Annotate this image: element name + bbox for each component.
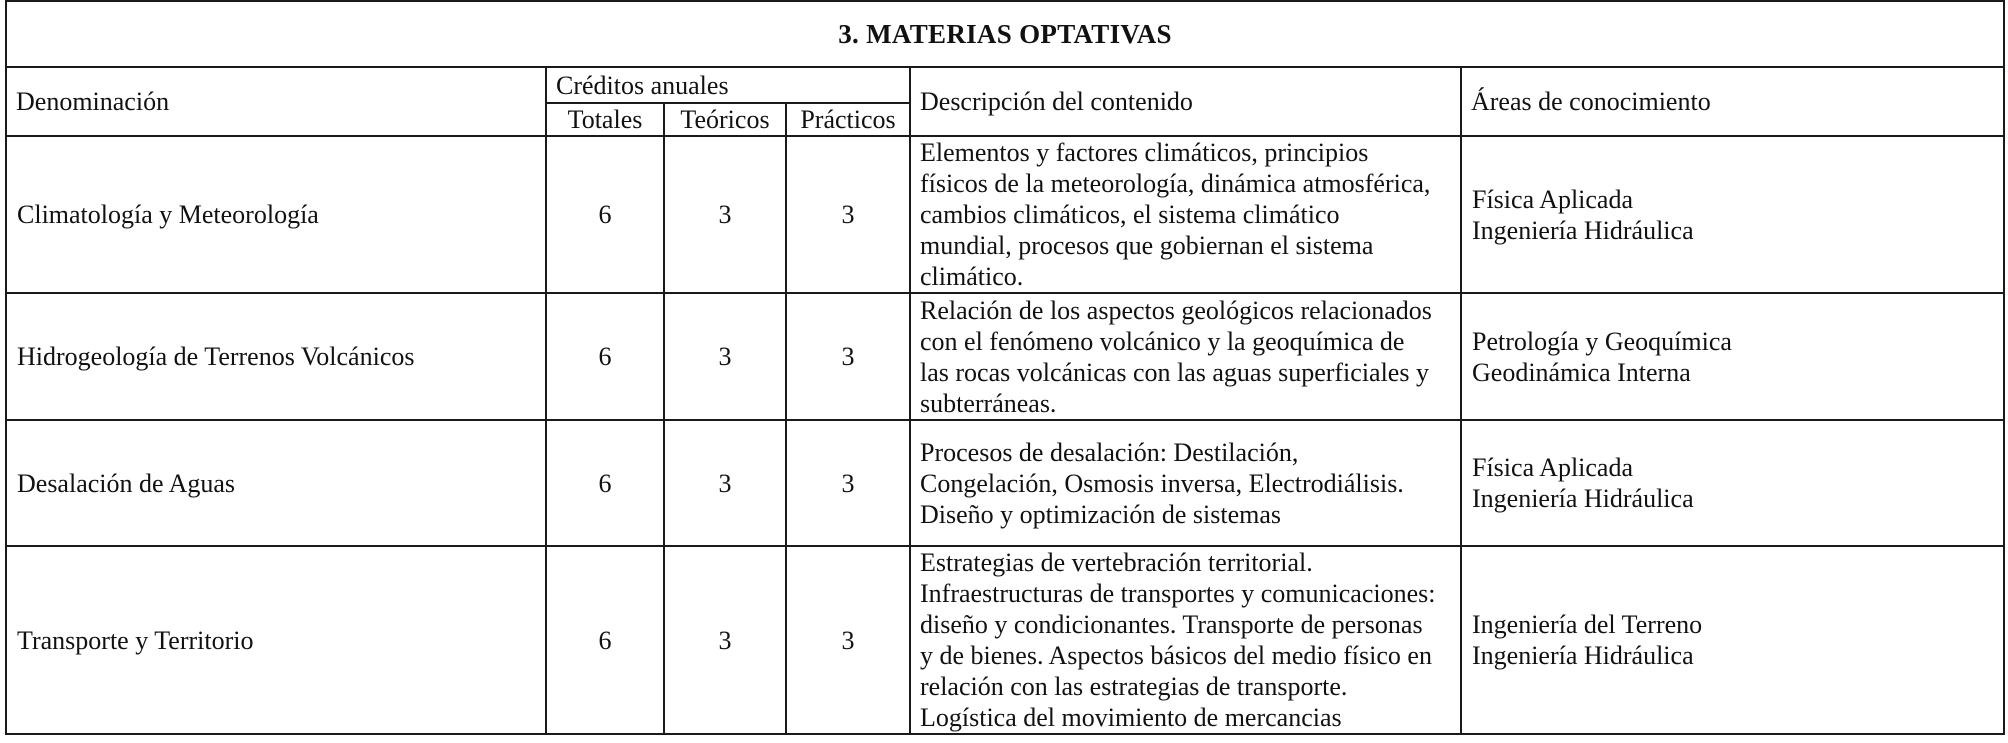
knowledge-areas [1461, 420, 2004, 546]
description-line: Procesos de desalación: Destilación, [920, 437, 1299, 467]
optativas-table [5, 0, 2005, 735]
subject-name: Transporte y Territorio [6, 546, 546, 734]
header-practicos: Prácticos [786, 103, 910, 136]
description-line: Diseño y optimización de sistemas [920, 499, 1282, 529]
description-line: con el fenómeno volcánico y la geoquímica de [920, 326, 1405, 356]
area-line: Ingeniería del Terreno [1472, 610, 1703, 639]
knowledge-areas [1461, 546, 2004, 734]
area-line: Ingeniería Hidráulica [1472, 215, 1694, 245]
table-title: 3. MATERIAS OPTATIVAS [6, 1, 2004, 67]
credits-teoricos: 3 [664, 293, 786, 420]
document-page [5, 0, 2003, 738]
area-line: Geodinámica Interna [1472, 357, 1691, 387]
credits-practicos: 3 [786, 136, 910, 293]
description-line: climático. [920, 262, 1024, 291]
subject-description [910, 136, 1461, 293]
description-line: subterráneas. [920, 388, 1057, 418]
description-line: relación con las estrategias de transporte. [920, 672, 1348, 701]
credits-totales: 6 [546, 546, 664, 734]
subject-name: Desalación de Aguas [6, 420, 546, 546]
credits-teoricos: 3 [664, 546, 786, 734]
area-line: Física Aplicada [1472, 453, 1634, 482]
subject-description [910, 293, 1461, 420]
header-teoricos: Teóricos [664, 103, 786, 136]
header-denominacion: Denominación [6, 67, 546, 136]
credits-totales: 6 [546, 293, 664, 420]
description-line: Infraestructuras de transportes y comunicaciones: [920, 579, 1436, 608]
description-line: diseño y condicionantes. Transporte de personas [920, 610, 1423, 639]
description-line: Estrategias de vertebración territorial. [920, 548, 1313, 577]
credits-teoricos: 3 [664, 420, 786, 546]
table-row [6, 293, 2004, 420]
description-line: Elementos y factores climáticos, principios [920, 138, 1369, 167]
credits-practicos: 3 [786, 546, 910, 734]
header-descripcion: Descripción del contenido [910, 67, 1461, 136]
credits-practicos: 3 [786, 293, 910, 420]
table-row [6, 136, 2004, 293]
table-row [6, 546, 2004, 734]
area-line: Ingeniería Hidráulica [1472, 641, 1694, 670]
header-areas: Áreas de conocimiento [1461, 67, 2004, 136]
area-line: Física Aplicada [1472, 184, 1634, 214]
knowledge-areas [1461, 136, 2004, 293]
knowledge-areas [1461, 293, 2004, 420]
description-line: físicos de la meteorología, dinámica atmosférica, [920, 169, 1431, 198]
description-line: Congelación, Osmosis inversa, Electrodiálisis. [920, 468, 1404, 498]
description-line: cambios climáticos, el sistema climático [920, 200, 1340, 229]
table-row [6, 420, 2004, 546]
credits-totales: 6 [546, 136, 664, 293]
subject-description [910, 420, 1461, 546]
header-creditos: Créditos anuales [546, 67, 910, 103]
description-line: y de bienes. Aspectos básicos del medio físico en [920, 641, 1432, 670]
credits-teoricos: 3 [664, 136, 786, 293]
header-totales: Totales [546, 103, 664, 136]
area-line: Petrología y Geoquímica [1472, 326, 1732, 356]
credits-totales: 6 [546, 420, 664, 546]
subject-name: Climatología y Meteorología [6, 136, 546, 293]
description-line: Logística del movimiento de mercancias [920, 703, 1342, 732]
description-line: mundial, procesos que gobiernan el sistema [920, 231, 1374, 260]
description-line: las rocas volcánicas con las aguas superficiales y [920, 357, 1429, 387]
area-line: Ingeniería Hidráulica [1472, 484, 1694, 513]
subject-name: Hidrogeología de Terrenos Volcánicos [6, 293, 546, 420]
description-line: Relación de los aspectos geológicos relacionados [920, 295, 1432, 325]
subject-description [910, 546, 1461, 734]
credits-practicos: 3 [786, 420, 910, 546]
